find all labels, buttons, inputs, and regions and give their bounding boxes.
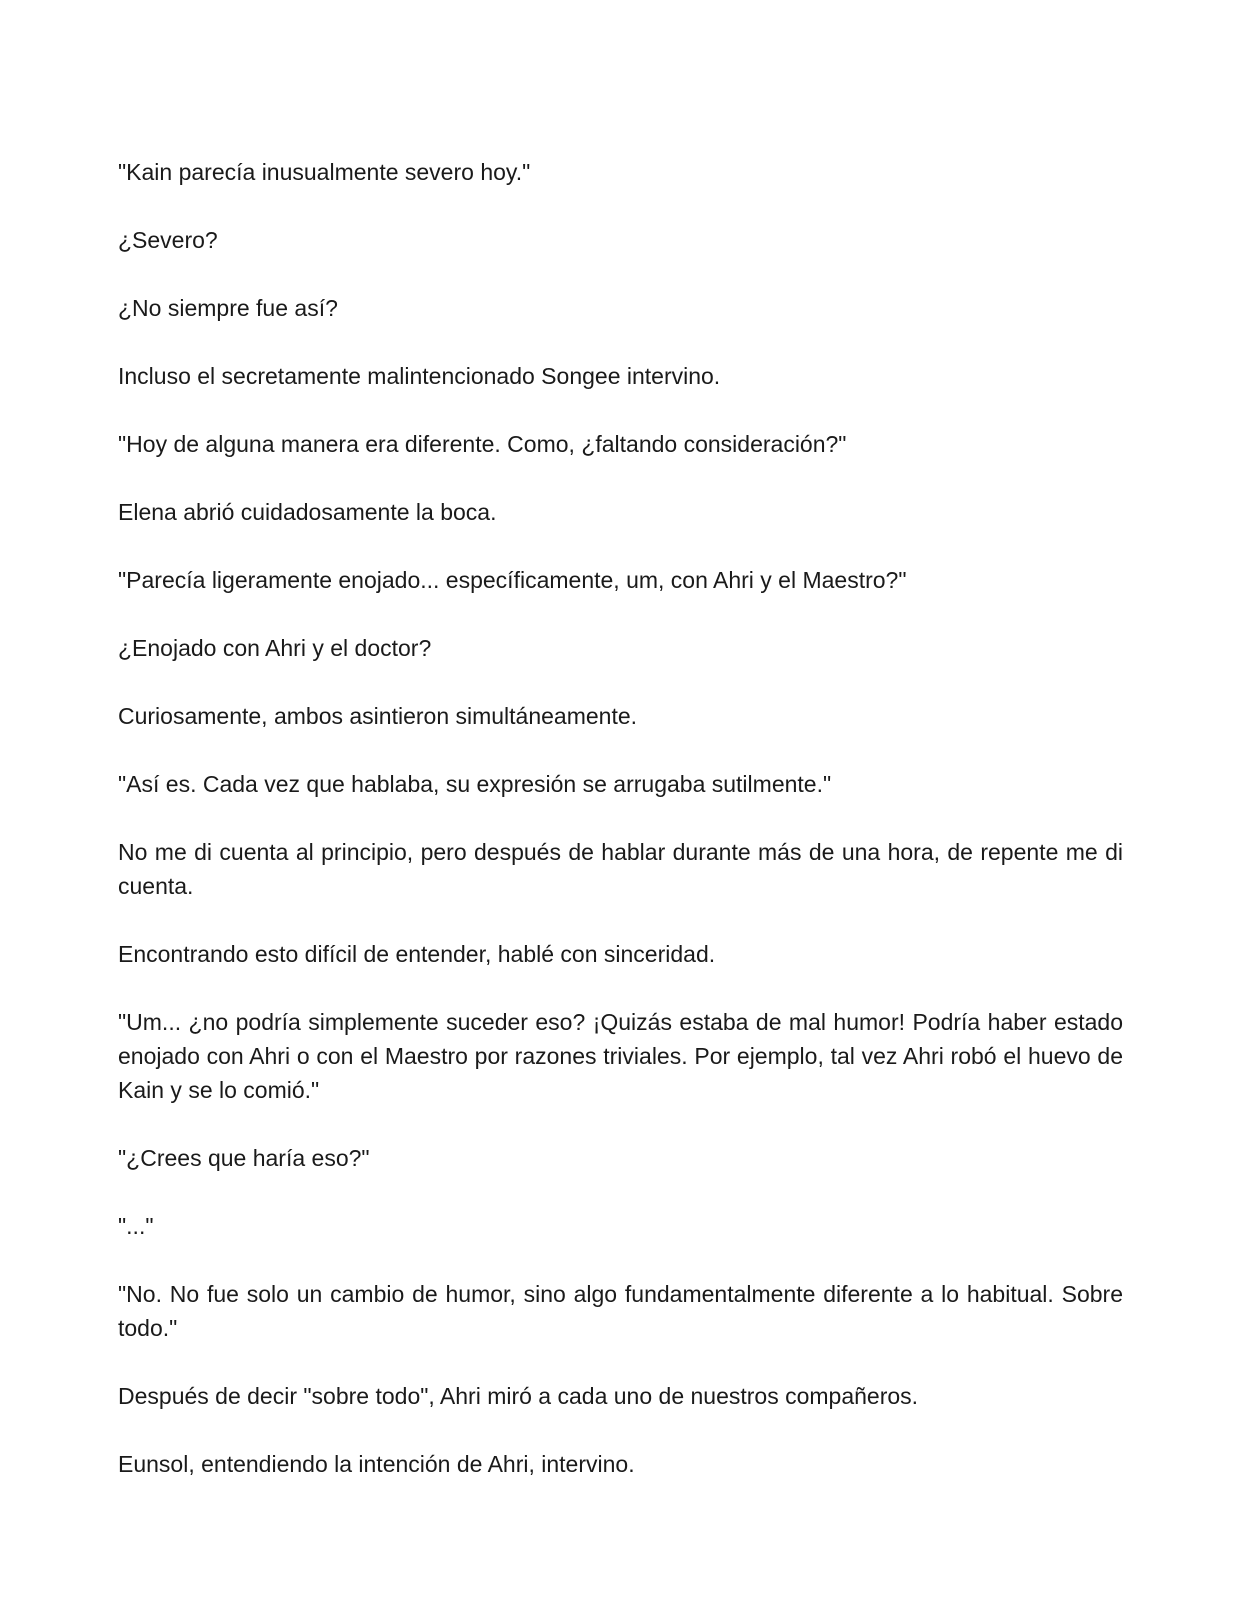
paragraph-14: "¿Crees que haría eso?" [118,1145,370,1171]
paragraph-6: Elena abrió cuidadosamente la boca. [118,499,497,525]
paragraph-9: Curiosamente, ambos asintieron simultáneamente. [118,703,638,729]
document-body [118,155,1123,1515]
paragraph-3: ¿No siempre fue así? [118,295,338,321]
paragraph-12: Encontrando esto difícil de entender, hablé con sinceridad. [118,941,716,967]
paragraph-4: Incluso el secretamente malintencionado Songee intervino. [118,363,721,389]
paragraph-16: "No. No fue solo un cambio de humor, sino algo fundamentalmente diferente a lo habitual. Sobre todo." [118,1281,1123,1341]
paragraph-13: "Um... ¿no podría simplemente suceder eso? ¡Quizás estaba de mal humor! Podría haber estado enojado con Ahri o con el Maestro por razones triviales. Por ejemplo, tal vez Ahri robó el huevo de Kain y se lo comió." [118,1009,1123,1103]
paragraph-8: ¿Enojado con Ahri y el doctor? [118,635,432,661]
paragraph-10: "Así es. Cada vez que hablaba, su expresión se arrugaba sutilmente." [118,771,832,797]
paragraph-11: No me di cuenta al principio, pero después de hablar durante más de una hora, de repente me di cuenta. [118,839,1123,899]
paragraph-5: "Hoy de alguna manera era diferente. Como, ¿faltando consideración?" [118,431,847,457]
paragraph-7: "Parecía ligeramente enojado... específicamente, um, con Ahri y el Maestro?" [118,567,907,593]
paragraph-1: "Kain parecía inusualmente severo hoy." [118,159,531,185]
paragraph-17: Después de decir "sobre todo", Ahri miró a cada uno de nuestros compañeros. [118,1383,919,1409]
paragraph-15: "..." [118,1213,154,1239]
paragraph-2: ¿Severo? [118,227,218,253]
paragraph-18: Eunsol, entendiendo la intención de Ahri, intervino. [118,1451,635,1477]
